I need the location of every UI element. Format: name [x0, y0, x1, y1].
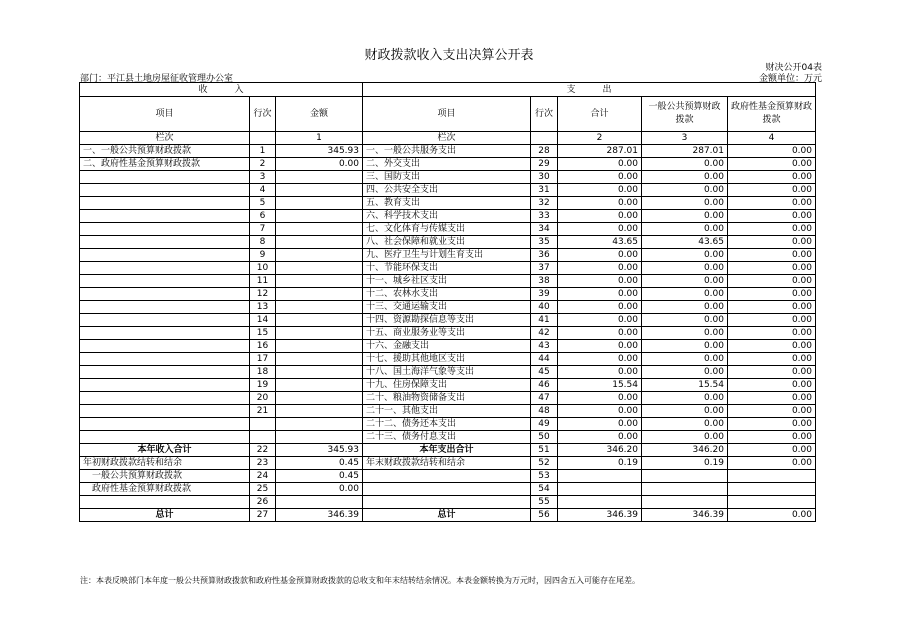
- grand-total-row: [80, 509, 816, 522]
- col-label-income: 栏次: [80, 132, 250, 145]
- report-title: 财政拨款收入支出决算公开表: [364, 48, 534, 63]
- expense-gov-fund: [728, 483, 816, 496]
- expense-gov-fund: 0.00: [728, 392, 816, 405]
- expense-gov-fund: 0.00: [728, 158, 816, 171]
- income-item: [80, 379, 250, 392]
- income-row-no: [250, 418, 276, 431]
- income-row-no: 5: [250, 197, 276, 210]
- table-row: [80, 249, 816, 262]
- table-row: [80, 223, 816, 236]
- expense-item: 一、一般公共服务支出: [363, 145, 531, 158]
- income-amount: 0.00: [276, 158, 363, 171]
- income-row-no: 9: [250, 249, 276, 262]
- gov-fund-header: 政府性基金预算财政拨款: [728, 97, 816, 132]
- income-item: [80, 340, 250, 353]
- grand-income-amount: 346.39: [276, 509, 363, 522]
- expense-total: 0.00: [558, 366, 642, 379]
- income-item: [80, 275, 250, 288]
- income-row-no: 14: [250, 314, 276, 327]
- grand-income-label: 总计: [80, 509, 250, 522]
- income-item: [80, 301, 250, 314]
- grand-expense-total: 346.39: [558, 509, 642, 522]
- table-row: [80, 288, 816, 301]
- income-item: [80, 262, 250, 275]
- income-item: [80, 327, 250, 340]
- expense-row-no: 36: [531, 249, 558, 262]
- general-budget-header: 一般公共预算财政拨款: [642, 97, 728, 132]
- col-3: 3: [642, 132, 728, 145]
- income-amount: [276, 379, 363, 392]
- expense-gov-fund: 0.00: [728, 405, 816, 418]
- table-row: [80, 275, 816, 288]
- expense-total: 0.00: [558, 275, 642, 288]
- expense-gov-fund: 0.00: [728, 353, 816, 366]
- expense-total: 0.00: [558, 197, 642, 210]
- expense-row-no: 37: [531, 262, 558, 275]
- expense-header: 支 出: [363, 83, 816, 97]
- income-item: [80, 392, 250, 405]
- expense-item: 十七、援助其他地区支出: [363, 353, 531, 366]
- income-amount: [276, 236, 363, 249]
- expense-total: 43.65: [558, 236, 642, 249]
- footnote: 注：本表反映部门本年度一般公共预算财政拨款和政府性基金预算财政拨款的总收支和年末结转结余情况。本表金额转换为万元时，因四舍五入可能存在尾差。: [80, 576, 640, 585]
- table-row: [80, 171, 816, 184]
- expense-total: 0.00: [558, 327, 642, 340]
- expense-gov-fund: 0.00: [728, 457, 816, 470]
- income-rowno-header: 行次: [250, 97, 276, 132]
- income-amount: [276, 340, 363, 353]
- income-row-no: 3: [250, 171, 276, 184]
- expense-gov-fund: 0.00: [728, 340, 816, 353]
- expense-row-no: 50: [531, 431, 558, 444]
- table-row: [80, 483, 816, 496]
- expense-general-budget: 43.65: [642, 236, 728, 249]
- income-row-no: 20: [250, 392, 276, 405]
- expense-general-budget: 0.00: [642, 210, 728, 223]
- expense-gov-fund: [728, 496, 816, 509]
- expense-total: 0.00: [558, 418, 642, 431]
- expense-row-no: 31: [531, 184, 558, 197]
- income-row-no: [250, 431, 276, 444]
- expense-row-no: 33: [531, 210, 558, 223]
- grand-income-no: 27: [250, 509, 276, 522]
- income-amount: [276, 353, 363, 366]
- expense-row-no: 40: [531, 301, 558, 314]
- income-row-no: 1: [250, 145, 276, 158]
- expense-row-no: 55: [531, 496, 558, 509]
- income-amount: 0.45: [276, 470, 363, 483]
- income-row-no: 13: [250, 301, 276, 314]
- expense-item: [363, 470, 531, 483]
- expense-row-no: 35: [531, 236, 558, 249]
- table-row: [80, 405, 816, 418]
- expense-total: [558, 496, 642, 509]
- expense-total: 0.00: [558, 262, 642, 275]
- expense-row-no: 54: [531, 483, 558, 496]
- expense-total: 0.00: [558, 301, 642, 314]
- expense-general-budget: 0.00: [642, 184, 728, 197]
- table-row: [80, 340, 816, 353]
- expense-item: 六、科学技术支出: [363, 210, 531, 223]
- department-label: 部门：平江县土地房屋征收管理办公室: [80, 74, 234, 84]
- expense-total-label: 本年支出合计: [363, 444, 531, 457]
- income-amount: [276, 262, 363, 275]
- expense-total: 0.00: [558, 249, 642, 262]
- income-amount: [276, 184, 363, 197]
- expense-general-budget: [642, 483, 728, 496]
- grand-expense-fund: 0.00: [728, 509, 816, 522]
- expense-row-no: 47: [531, 392, 558, 405]
- expense-gov-fund: 0.00: [728, 327, 816, 340]
- grand-expense-label: 总计: [363, 509, 531, 522]
- income-amount: [276, 418, 363, 431]
- expense-general-budget: 0.00: [642, 288, 728, 301]
- table-row: [80, 418, 816, 431]
- income-amount: [276, 249, 363, 262]
- income-item: [80, 288, 250, 301]
- expense-row-no: 38: [531, 275, 558, 288]
- income-item: 一般公共预算财政拨款: [80, 470, 250, 483]
- income-amount: [276, 392, 363, 405]
- expense-general-budget: 0.00: [642, 301, 728, 314]
- income-item: [80, 236, 250, 249]
- expense-row-no: 42: [531, 327, 558, 340]
- expense-general-budget: 0.00: [642, 418, 728, 431]
- expense-general-budget: 0.00: [642, 405, 728, 418]
- table-row: [80, 197, 816, 210]
- expense-total-no: 51: [531, 444, 558, 457]
- expense-total: [558, 483, 642, 496]
- expense-total: 0.00: [558, 353, 642, 366]
- expense-total: 15.54: [558, 379, 642, 392]
- income-item: [80, 249, 250, 262]
- table-row: [80, 145, 816, 158]
- income-row-no: 24: [250, 470, 276, 483]
- expense-general-budget: 0.00: [642, 340, 728, 353]
- expense-row-no: 43: [531, 340, 558, 353]
- expense-total: [558, 470, 642, 483]
- col-1: 1: [276, 132, 363, 145]
- expense-item: 十二、农林水支出: [363, 288, 531, 301]
- expense-total-general: 346.20: [642, 444, 728, 457]
- expense-total: 0.00: [558, 405, 642, 418]
- income-row-no: 2: [250, 158, 276, 171]
- income-item: [80, 353, 250, 366]
- expense-gov-fund: [728, 470, 816, 483]
- expense-row-no: 52: [531, 457, 558, 470]
- income-amount: [276, 171, 363, 184]
- expense-total: 287.01: [558, 145, 642, 158]
- income-item: [80, 197, 250, 210]
- expense-total: 0.00: [558, 171, 642, 184]
- income-item: [80, 431, 250, 444]
- expense-gov-fund: 0.00: [728, 210, 816, 223]
- expense-gov-fund: 0.00: [728, 431, 816, 444]
- expense-item: 年末财政拨款结转和结余: [363, 457, 531, 470]
- expense-gov-fund: 0.00: [728, 145, 816, 158]
- expense-total: 0.00: [558, 184, 642, 197]
- income-row-no: 11: [250, 275, 276, 288]
- expense-row-no: 53: [531, 470, 558, 483]
- income-row-no: 21: [250, 405, 276, 418]
- col-4: 4: [728, 132, 816, 145]
- expense-gov-fund: 0.00: [728, 366, 816, 379]
- expense-rowno-header: 行次: [531, 97, 558, 132]
- expense-general-budget: 0.00: [642, 197, 728, 210]
- expense-total: 0.00: [558, 431, 642, 444]
- income-item: 政府性基金预算财政拨款: [80, 483, 250, 496]
- expense-item: 十四、资源勘探信息等支出: [363, 314, 531, 327]
- income-amount: [276, 223, 363, 236]
- expense-row-no: 30: [531, 171, 558, 184]
- expense-item: 十一、城乡社区支出: [363, 275, 531, 288]
- expense-row-no: 34: [531, 223, 558, 236]
- table-row: [80, 327, 816, 340]
- expense-item: 四、公共安全支出: [363, 184, 531, 197]
- expense-gov-fund: 0.00: [728, 249, 816, 262]
- income-amount: [276, 314, 363, 327]
- expense-gov-fund: 0.00: [728, 184, 816, 197]
- expense-gov-fund: 0.00: [728, 223, 816, 236]
- fiscal-table: [79, 82, 816, 522]
- summary-row: [80, 444, 816, 457]
- expense-item: 十五、商业服务业等支出: [363, 327, 531, 340]
- expense-gov-fund: 0.00: [728, 197, 816, 210]
- expense-total-amount: 346.20: [558, 444, 642, 457]
- income-amount: [276, 197, 363, 210]
- expense-gov-fund: 0.00: [728, 379, 816, 392]
- income-row-no: 16: [250, 340, 276, 353]
- income-row-no: 8: [250, 236, 276, 249]
- income-row-no: 4: [250, 184, 276, 197]
- income-item: [80, 184, 250, 197]
- expense-item: 二十二、债务还本支出: [363, 418, 531, 431]
- table-row: [80, 210, 816, 223]
- expense-general-budget: 0.00: [642, 262, 728, 275]
- income-row-no: 23: [250, 457, 276, 470]
- income-item: 二、政府性基金预算财政拨款: [80, 158, 250, 171]
- expense-item: 五、教育支出: [363, 197, 531, 210]
- expense-total: 0.00: [558, 210, 642, 223]
- expense-item: 二、外交支出: [363, 158, 531, 171]
- expense-item: 十九、住房保障支出: [363, 379, 531, 392]
- expense-item: 七、文化体育与传媒支出: [363, 223, 531, 236]
- income-amount: 0.45: [276, 457, 363, 470]
- income-item: [80, 366, 250, 379]
- table-row: [80, 236, 816, 249]
- income-amount: [276, 431, 363, 444]
- expense-row-no: 41: [531, 314, 558, 327]
- table-row: [80, 301, 816, 314]
- income-amount: [276, 301, 363, 314]
- expense-total: 0.00: [558, 223, 642, 236]
- expense-gov-fund: 0.00: [728, 288, 816, 301]
- table-row: [80, 366, 816, 379]
- table-row: [80, 392, 816, 405]
- expense-gov-fund: 0.00: [728, 275, 816, 288]
- expense-total: 0.00: [558, 340, 642, 353]
- grand-expense-no: 56: [531, 509, 558, 522]
- expense-general-budget: 0.00: [642, 249, 728, 262]
- table-row: [80, 379, 816, 392]
- expense-general-budget: 0.00: [642, 431, 728, 444]
- income-amount: [276, 366, 363, 379]
- income-row-no: 17: [250, 353, 276, 366]
- income-row-no: 6: [250, 210, 276, 223]
- expense-gov-fund: 0.00: [728, 314, 816, 327]
- expense-item: [363, 496, 531, 509]
- expense-general-budget: 0.00: [642, 314, 728, 327]
- income-row-no: 26: [250, 496, 276, 509]
- col-2: 2: [558, 132, 642, 145]
- income-item-header: 项目: [80, 97, 250, 132]
- expense-general-budget: 0.00: [642, 275, 728, 288]
- expense-general-budget: 0.19: [642, 457, 728, 470]
- income-amount: [276, 275, 363, 288]
- expense-row-no: 49: [531, 418, 558, 431]
- income-row-no: 12: [250, 288, 276, 301]
- income-row-no: 7: [250, 223, 276, 236]
- expense-row-no: 44: [531, 353, 558, 366]
- income-item: 年初财政拨款结转和结余: [80, 457, 250, 470]
- expense-general-budget: [642, 496, 728, 509]
- income-amount: 345.93: [276, 145, 363, 158]
- expense-item: 十八、国土海洋气象等支出: [363, 366, 531, 379]
- expense-total-fund: 0.00: [728, 444, 816, 457]
- expense-general-budget: 0.00: [642, 366, 728, 379]
- income-row-no: 18: [250, 366, 276, 379]
- expense-general-budget: 15.54: [642, 379, 728, 392]
- expense-gov-fund: 0.00: [728, 171, 816, 184]
- expense-item: 二十、粮油物资储备支出: [363, 392, 531, 405]
- table-row: [80, 158, 816, 171]
- expense-total: 0.00: [558, 392, 642, 405]
- expense-total-header: 合计: [558, 97, 642, 132]
- expense-row-no: 46: [531, 379, 558, 392]
- expense-item: 十三、交通运输支出: [363, 301, 531, 314]
- expense-row-no: 39: [531, 288, 558, 301]
- expense-row-no: 32: [531, 197, 558, 210]
- income-item: [80, 223, 250, 236]
- expense-item: 二十一、其他支出: [363, 405, 531, 418]
- table-row: [80, 184, 816, 197]
- table-row: [80, 470, 816, 483]
- income-item: [80, 210, 250, 223]
- table-row: [80, 457, 816, 470]
- income-amount: [276, 288, 363, 301]
- income-row-no: 15: [250, 327, 276, 340]
- expense-row-no: 45: [531, 366, 558, 379]
- grand-expense-general: 346.39: [642, 509, 728, 522]
- table-row: [80, 262, 816, 275]
- income-total-label: 本年收入合计: [80, 444, 250, 457]
- expense-general-budget: [642, 470, 728, 483]
- income-amount-header: 金额: [276, 97, 363, 132]
- form-code: 财决公开04表: [765, 63, 822, 73]
- table-row: [80, 353, 816, 366]
- expense-item: 九、医疗卫生与计划生育支出: [363, 249, 531, 262]
- expense-general-budget: 0.00: [642, 158, 728, 171]
- income-item: [80, 496, 250, 509]
- expense-general-budget: 0.00: [642, 353, 728, 366]
- income-total-no: 22: [250, 444, 276, 457]
- income-amount: [276, 405, 363, 418]
- col-label-expense: 栏次: [363, 132, 531, 145]
- expense-item: 三、国防支出: [363, 171, 531, 184]
- unit-label: 金额单位：万元: [758, 74, 822, 84]
- table-row: [80, 496, 816, 509]
- expense-general-budget: 287.01: [642, 145, 728, 158]
- expense-gov-fund: 0.00: [728, 418, 816, 431]
- income-item: [80, 418, 250, 431]
- expense-gov-fund: 0.00: [728, 262, 816, 275]
- expense-total: 0.19: [558, 457, 642, 470]
- income-row-no: 10: [250, 262, 276, 275]
- income-amount: [276, 496, 363, 509]
- expense-gov-fund: 0.00: [728, 236, 816, 249]
- income-item: [80, 314, 250, 327]
- expense-general-budget: 0.00: [642, 392, 728, 405]
- table-row: [80, 431, 816, 444]
- income-amount: [276, 210, 363, 223]
- expense-item: 十、节能环保支出: [363, 262, 531, 275]
- expense-general-budget: 0.00: [642, 327, 728, 340]
- income-amount: [276, 327, 363, 340]
- expense-general-budget: 0.00: [642, 223, 728, 236]
- income-item: [80, 405, 250, 418]
- expense-row-no: 29: [531, 158, 558, 171]
- income-item: [80, 171, 250, 184]
- expense-item: 二十三、债务付息支出: [363, 431, 531, 444]
- expense-total: 0.00: [558, 314, 642, 327]
- income-row-no: 25: [250, 483, 276, 496]
- expense-item-header: 项目: [363, 97, 531, 132]
- expense-total: 0.00: [558, 288, 642, 301]
- expense-item: [363, 483, 531, 496]
- income-total-amount: 345.93: [276, 444, 363, 457]
- table-row: [80, 314, 816, 327]
- income-header: 收 入: [80, 83, 363, 97]
- income-item: 一、一般公共预算财政拨款: [80, 145, 250, 158]
- expense-item: 十六、金融支出: [363, 340, 531, 353]
- income-row-no: 19: [250, 379, 276, 392]
- expense-row-no: 48: [531, 405, 558, 418]
- expense-total: 0.00: [558, 158, 642, 171]
- income-amount: 0.00: [276, 483, 363, 496]
- expense-gov-fund: 0.00: [728, 301, 816, 314]
- expense-general-budget: 0.00: [642, 171, 728, 184]
- expense-row-no: 28: [531, 145, 558, 158]
- expense-item: 八、社会保障和就业支出: [363, 236, 531, 249]
